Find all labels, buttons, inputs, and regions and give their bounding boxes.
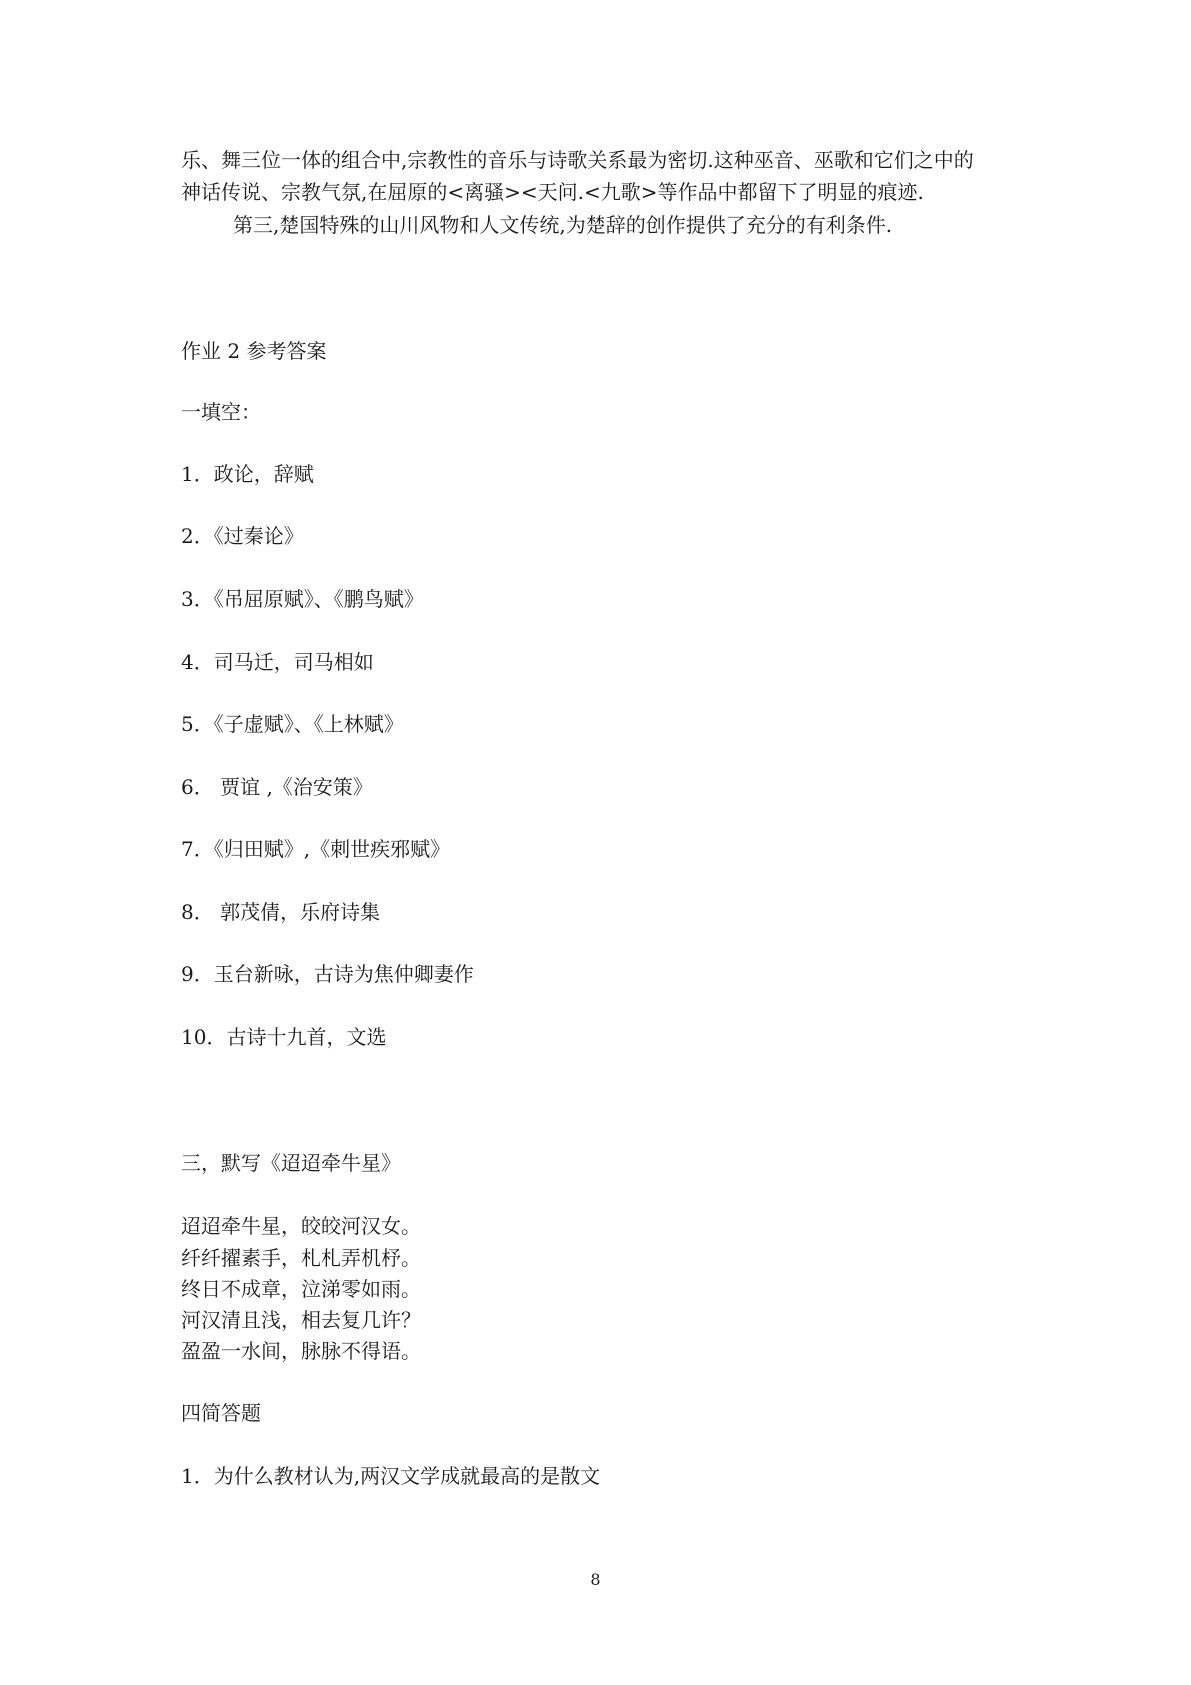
- answer-item: 2．《过秦论》: [181, 524, 304, 548]
- answer-item: 3．《吊屈原赋》、《鹏鸟赋》: [181, 587, 424, 611]
- section-heading: 一填空：: [181, 400, 261, 424]
- question-item: 1．为什么教材认为,两汉文学成就最高的是散文: [181, 1464, 601, 1488]
- answer-item: 6． 贾谊 ,《治安策》: [181, 775, 373, 799]
- answer-item: 9．玉台新咏，古诗为焦仲卿妻作: [181, 962, 474, 986]
- poem-line: 迢迢牵牛星，皎皎河汉女。: [181, 1214, 421, 1238]
- poem-line: 纤纤擢素手，札札弄机杼。: [181, 1246, 421, 1270]
- poem-line: 盈盈一水间，脉脉不得语。: [181, 1339, 421, 1363]
- page-number: 8: [590, 1570, 601, 1589]
- answer-item: 1．政论，辞赋: [181, 462, 314, 486]
- answer-item: 10．古诗十九首，文选: [181, 1025, 387, 1049]
- poem-line: 终日不成章，泣涕零如雨。: [181, 1277, 421, 1301]
- paragraph-line: 第三,楚国特殊的山川风物和人文传统,为楚辞的创作提供了充分的有利条件.: [233, 213, 893, 237]
- answer-item: 8． 郭茂倩，乐府诗集: [181, 900, 381, 924]
- paragraph-line: 神话传说、宗教气氛,在屈原的<离骚><天问.<九歌>等作品中都留下了明显的痕迹.: [181, 180, 924, 204]
- section-title: 作业 2 参考答案: [181, 339, 327, 363]
- section-heading: 四简答题: [181, 1401, 261, 1425]
- answer-item: 4．司马迁，司马相如: [181, 650, 374, 674]
- answer-item: 7．《归田赋》,《刺世疾邪赋》: [181, 837, 451, 861]
- poem-line: 河汉清且浅，相去复几许？: [181, 1308, 421, 1332]
- answer-item: 5．《子虚赋》、《上林赋》: [181, 712, 404, 736]
- section-heading: 三，默写《迢迢牵牛星》: [181, 1151, 401, 1175]
- paragraph-line: 乐、舞三位一体的组合中,宗教性的音乐与诗歌关系最为密切.这种巫音、巫歌和它们之中的: [181, 148, 974, 172]
